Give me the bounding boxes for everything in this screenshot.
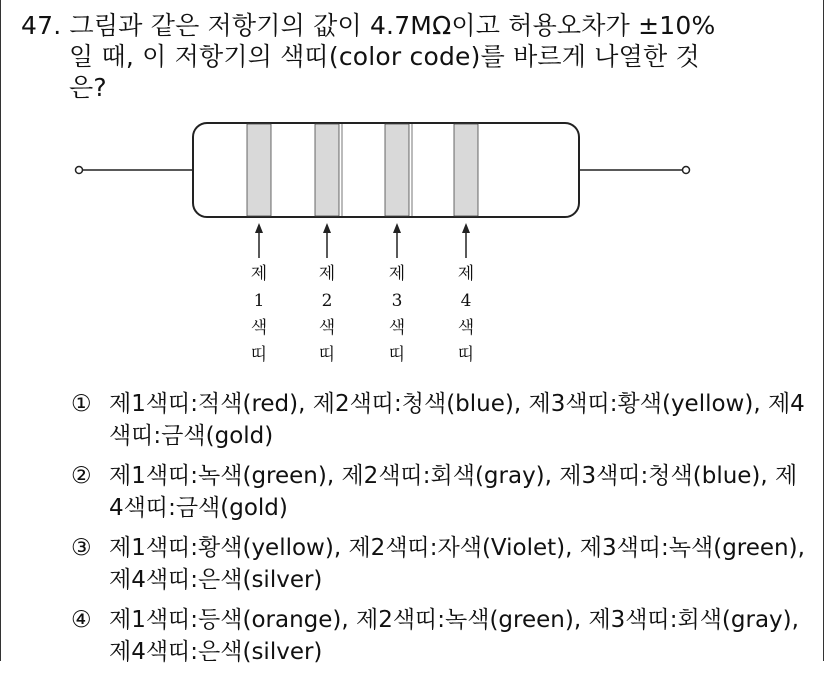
- band-label-4-char-3: 색: [457, 318, 475, 338]
- question-line-3: 은?: [69, 73, 107, 102]
- arrow-head-3: [393, 223, 401, 233]
- option-2[interactable]: [71, 460, 811, 524]
- option-3-number: ③: [71, 535, 92, 561]
- band-label-4-char-1: 제: [457, 264, 475, 284]
- option-2-text: 제1색띠:녹색(green), 제2색띠:회색(gray), 제3색띠:청색(blue), 제4색띠:금색(gold): [109, 463, 798, 521]
- left-terminal: [76, 167, 83, 174]
- band-label-3-char-2: 3: [391, 291, 403, 311]
- band-label-4: [455, 261, 477, 369]
- band-label-1-char-2: 1: [253, 291, 265, 311]
- band-label-3-char-1: 제: [388, 264, 406, 284]
- question-text: [21, 10, 811, 103]
- band-label-1: [248, 261, 270, 369]
- band-label-3: [386, 261, 408, 369]
- option-3-text: 제1색띠:황색(yellow), 제2색띠:자색(Violet), 제3색띠:녹색(green), 제4색띠:은색(silver): [109, 535, 805, 593]
- option-2-number: ②: [71, 463, 92, 489]
- band-label-2-char-4: 띠: [318, 345, 336, 365]
- right-terminal: [683, 167, 690, 174]
- color-band-1: [247, 124, 271, 216]
- band-label-3-char-3: 색: [388, 318, 406, 338]
- option-1[interactable]: [71, 388, 811, 452]
- band-label-2: [316, 261, 338, 369]
- option-3[interactable]: [71, 532, 811, 596]
- question-number: 47.: [21, 11, 62, 40]
- option-4-text: 제1색띠:등색(orange), 제2색띠:녹색(green), 제3색띠:회색(gray), 제4색띠:은색(silver): [109, 607, 799, 665]
- band-label-4-char-4: 띠: [457, 345, 475, 365]
- band-label-4-char-2: 4: [460, 291, 472, 311]
- color-band-4: [454, 124, 478, 216]
- option-1-number: ①: [71, 391, 92, 417]
- option-4-number: ④: [71, 607, 92, 633]
- question-line-2: 일 때, 이 저항기의 색띠(color code)를 바르게 나열한 것: [69, 42, 700, 71]
- band-label-1-char-1: 제: [250, 264, 268, 284]
- arrow-head-1: [255, 223, 263, 233]
- band-label-2-char-1: 제: [318, 264, 336, 284]
- arrow-head-2: [323, 223, 331, 233]
- color-band-3: [385, 124, 409, 216]
- answer-options: [71, 388, 811, 676]
- band-label-1-char-3: 색: [250, 318, 268, 338]
- band-label-1-char-4: 띠: [250, 345, 268, 365]
- question-line-1: 그림과 같은 저항기의 값이 4.7MΩ이고 허용오차가 ±10%: [69, 11, 716, 40]
- option-1-text: 제1색띠:적색(red), 제2색띠:청색(blue), 제3색띠:황색(yellow), 제4색띠:금색(gold): [109, 391, 805, 449]
- band-label-2-char-2: 2: [321, 291, 333, 311]
- band-label-3-char-4: 띠: [388, 345, 406, 365]
- color-band-2: [315, 124, 339, 216]
- option-4[interactable]: [71, 604, 811, 668]
- band-label-2-char-3: 색: [318, 318, 336, 338]
- resistor-figure: [61, 118, 701, 373]
- arrow-head-4: [462, 223, 470, 233]
